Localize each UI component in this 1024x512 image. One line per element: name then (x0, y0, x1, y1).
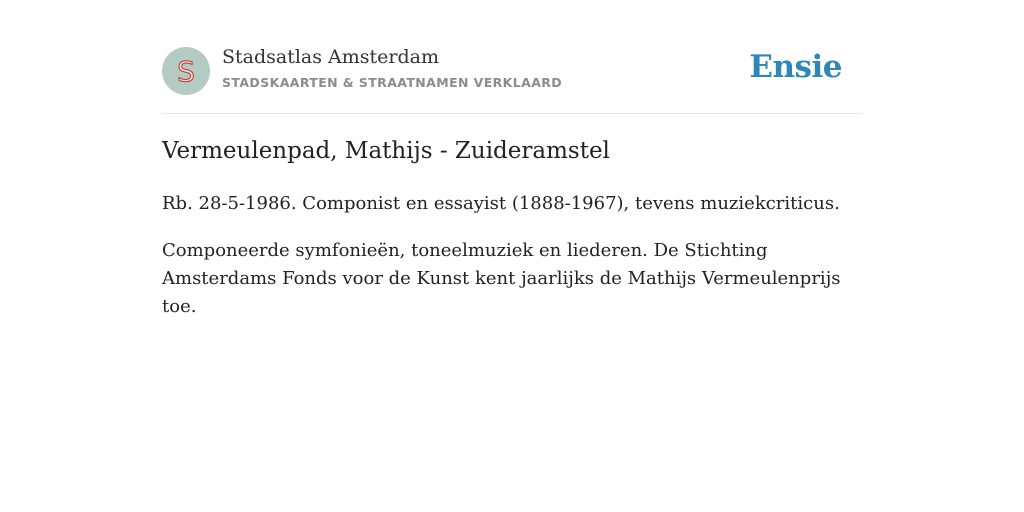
article-title: Vermeulenpad, Mathijs - Zuideramstel (162, 138, 610, 164)
article-paragraph: Componeerde symfonieën, toneelmuziek en liederen. De Stichting Amsterdams Fonds voor de Kunst kent jaarlijks de Mathijs Vermeulenprijs toe. (162, 240, 841, 317)
site-header (162, 0, 862, 114)
site-subtitle: STADSKAARTEN & STRAATNAMEN VERKLAARD (222, 75, 563, 90)
site-title-link[interactable]: Stadsatlas Amsterdam (222, 46, 440, 68)
article-paragraph: Rb. 28-5-1986. Componist en essayist (1888-1967), tevens muziekcriticus. (162, 193, 840, 214)
content-container (162, 0, 862, 317)
ensie-logo[interactable]: Ensie (749, 49, 842, 85)
avatar[interactable] (162, 47, 210, 95)
avatar-letter: S (177, 55, 195, 88)
